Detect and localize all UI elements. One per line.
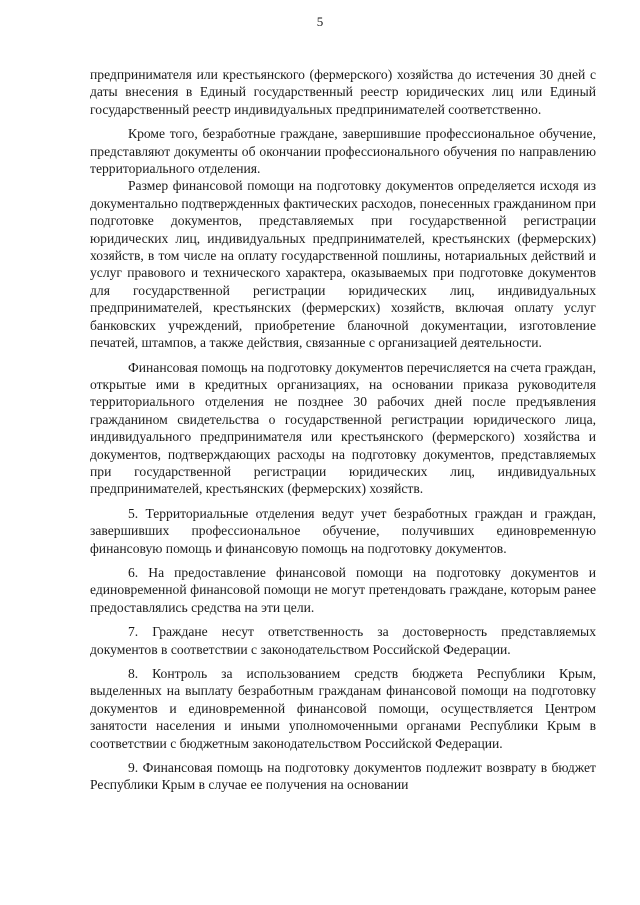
paragraph-continuation: предпринимателя или крестьянского (фермерского) хозяйства до истечения 30 дней с даты внесения в Единый государственный реестр юридических лиц или Единый государственный реестр индивидуальных предпринимателей соответственно. bbox=[90, 67, 596, 117]
paragraph-item-7: 7. Граждане несут ответственность за достоверность представляемых документов в соответствии с законодательством Российской Федерации. bbox=[90, 624, 596, 657]
paragraph-item-9: 9. Финансовая помощь на подготовку документов подлежит возврату в бюджет Республики Крым в случае ее получения на основании bbox=[90, 760, 596, 793]
page-number: 5 bbox=[316, 14, 324, 29]
paragraph-aid-amount: Размер финансовой помощи на подготовку документов определяется исходя из документально подтвержденных фактических расходов, понесенных гражданином при подготовке документов, представляемых при государственной регистрации юридических лиц, индивидуальных предпринимателей, крестьянских (фермерских) хозяйств, в том числе на оплату государственной пошлины, нотариальных действий и услуг правового и технического характера, оказываемых при подготовке документов для государственной регистрации юридических лиц, индивидуальных предпринимателей, крестьянских (фермерских) хозяйств, включая оплату услуг банковских учреждений, приобретение бланочной документации, изготовление печатей, штампов, а также действия, связанные с организацией деятельности. bbox=[90, 178, 596, 351]
paragraph-item-6: 6. На предоставление финансовой помощи на подготовку документов и единовременной финансовой помощи не могут претендовать граждане, которым ранее предоставлялись средства на эти цели. bbox=[90, 564, 596, 615]
paragraph-item-8: 8. Контроль за использованием средств бюджета Республики Крым, выделенных на выплату безработным гражданам финансовой помощи на подготовку документов и единовременной финансовой помощи, осуществляется Центром занятости населения и иными уполномоченными органами Республики Крым в соответствии с бюджетным законодательством Российской Федерации. bbox=[90, 666, 596, 751]
paragraph-aid-transfer: Финансовая помощь на подготовку документов перечисляется на счета граждан, открытые ими в кредитных организациях, на основании приказа руководителя территориального отделения не позднее 30 рабочих дней после предъявления гражданином свидетельства о государственной регистрации юридического лица, индивидуального предпринимателя или крестьянского (фермерского) хозяйства и документов, подтверждающих расходы на подготовку документов, представляемых при государственной регистрации юридических лиц, индивидуальных предпринимателей, крестьянских (фермерских) хозяйств. bbox=[90, 359, 596, 497]
document-body bbox=[90, 66, 596, 794]
paragraph-item-5: 5. Территориальные отделения ведут учет безработных граждан и граждан, завершивших профессиональное обучение, получивших единовременную финансовую помощь и финансовую помощь на подготовку документов. bbox=[90, 505, 596, 556]
paragraph-additional-documents: Кроме того, безработные граждане, завершившие профессиональное обучение, представляют документы об окончании профессионального обучения по направлению территориального отделения. bbox=[90, 126, 596, 177]
